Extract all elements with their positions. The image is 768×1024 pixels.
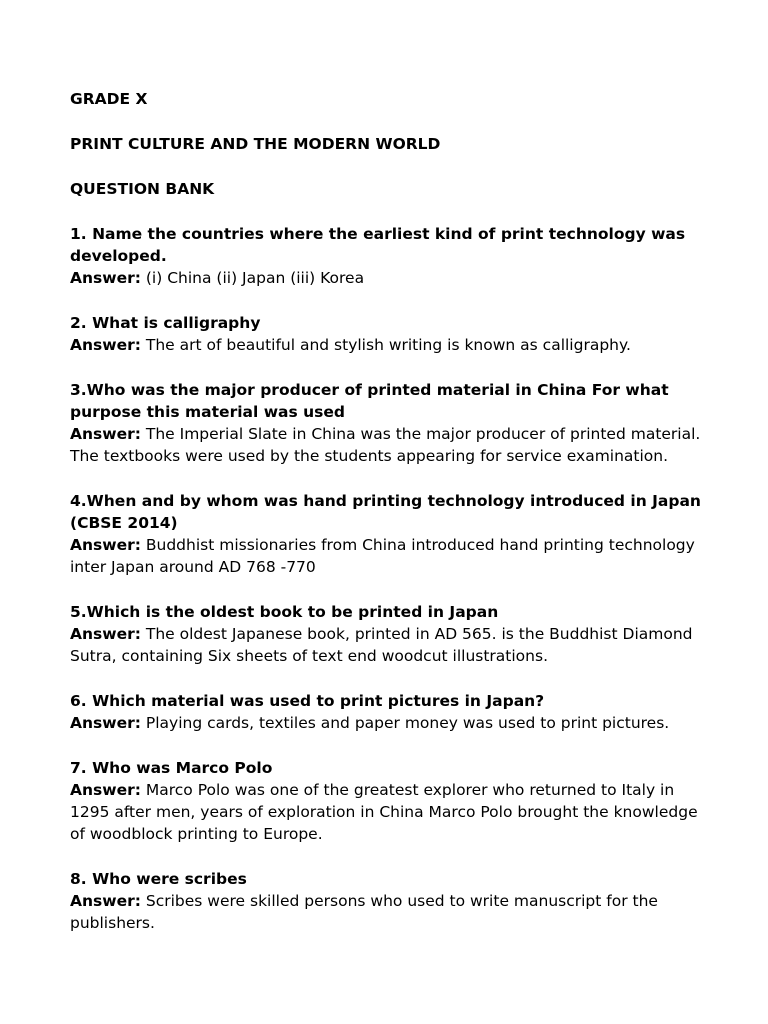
answer-paragraph — [70, 712, 708, 734]
answer-paragraph — [70, 534, 708, 578]
qa-item-1 — [70, 223, 708, 289]
answer-text: Marco Polo was one of the greatest explorer who returned to Italy in 1295 after men, years of exploration in China Marco Polo brought the knowledge of woodblock printing to Europe. — [70, 781, 698, 843]
qa-item-7 — [70, 757, 708, 845]
document-title: PRINT CULTURE AND THE MODERN WORLD — [70, 135, 441, 153]
question-text: 1. Name the countries where the earliest kind of print technology was developed. — [70, 225, 686, 265]
qa-item-3 — [70, 379, 708, 467]
answer-text: Scribes were skilled persons who used to write manuscript for the publishers. — [70, 892, 658, 932]
answer-text: Buddhist missionaries from China introduced hand printing technology inter Japan around AD 768 -770 — [70, 536, 695, 576]
question-text: 5.Which is the oldest book to be printed in Japan — [70, 603, 499, 621]
answer-paragraph — [70, 334, 708, 356]
question-text: 2. What is calligraphy — [70, 314, 261, 332]
document-subtitle: QUESTION BANK — [70, 180, 215, 198]
answer-label: Answer: — [70, 336, 141, 354]
answer-label: Answer: — [70, 269, 141, 287]
answer-text: Playing cards, textiles and paper money was used to print pictures. — [145, 714, 670, 732]
question-text: 6. Which material was used to print pictures in Japan? — [70, 692, 545, 710]
answer-label: Answer: — [70, 892, 141, 910]
qa-item-6 — [70, 690, 708, 734]
answer-text: The Imperial Slate in China was the major producer of printed material. The textbooks were used by the students appearing for service examination. — [70, 425, 701, 465]
answer-label: Answer: — [70, 625, 141, 643]
answer-paragraph — [70, 267, 708, 289]
question-text: 8. Who were scribes — [70, 870, 247, 888]
qa-item-2 — [70, 312, 708, 356]
answer-label: Answer: — [70, 714, 141, 732]
question-text: 7. Who was Marco Polo — [70, 759, 273, 777]
question-text: 3.Who was the major producer of printed material in China For what purpose this material was used — [70, 381, 669, 421]
grade-heading: GRADE X — [70, 90, 148, 108]
answer-label: Answer: — [70, 781, 141, 799]
answer-paragraph — [70, 623, 708, 667]
answer-paragraph — [70, 779, 708, 845]
answer-text: (i) China (ii) Japan (iii) Korea — [145, 269, 365, 287]
answer-label: Answer: — [70, 425, 141, 443]
question-text: 4.When and by whom was hand printing technology introduced in Japan (CBSE 2014) — [70, 492, 701, 532]
answer-label: Answer: — [70, 536, 141, 554]
qa-item-5 — [70, 601, 708, 667]
answer-paragraph — [70, 423, 708, 467]
qa-item-4 — [70, 490, 708, 578]
answer-text: The oldest Japanese book, printed in AD 565. is the Buddhist Diamond Sutra, containing Six sheets of text end woodcut illustrations. — [70, 625, 693, 665]
answer-paragraph — [70, 890, 708, 934]
answer-text: The art of beautiful and stylish writing is known as calligraphy. — [145, 336, 631, 354]
qa-item-8 — [70, 868, 708, 934]
